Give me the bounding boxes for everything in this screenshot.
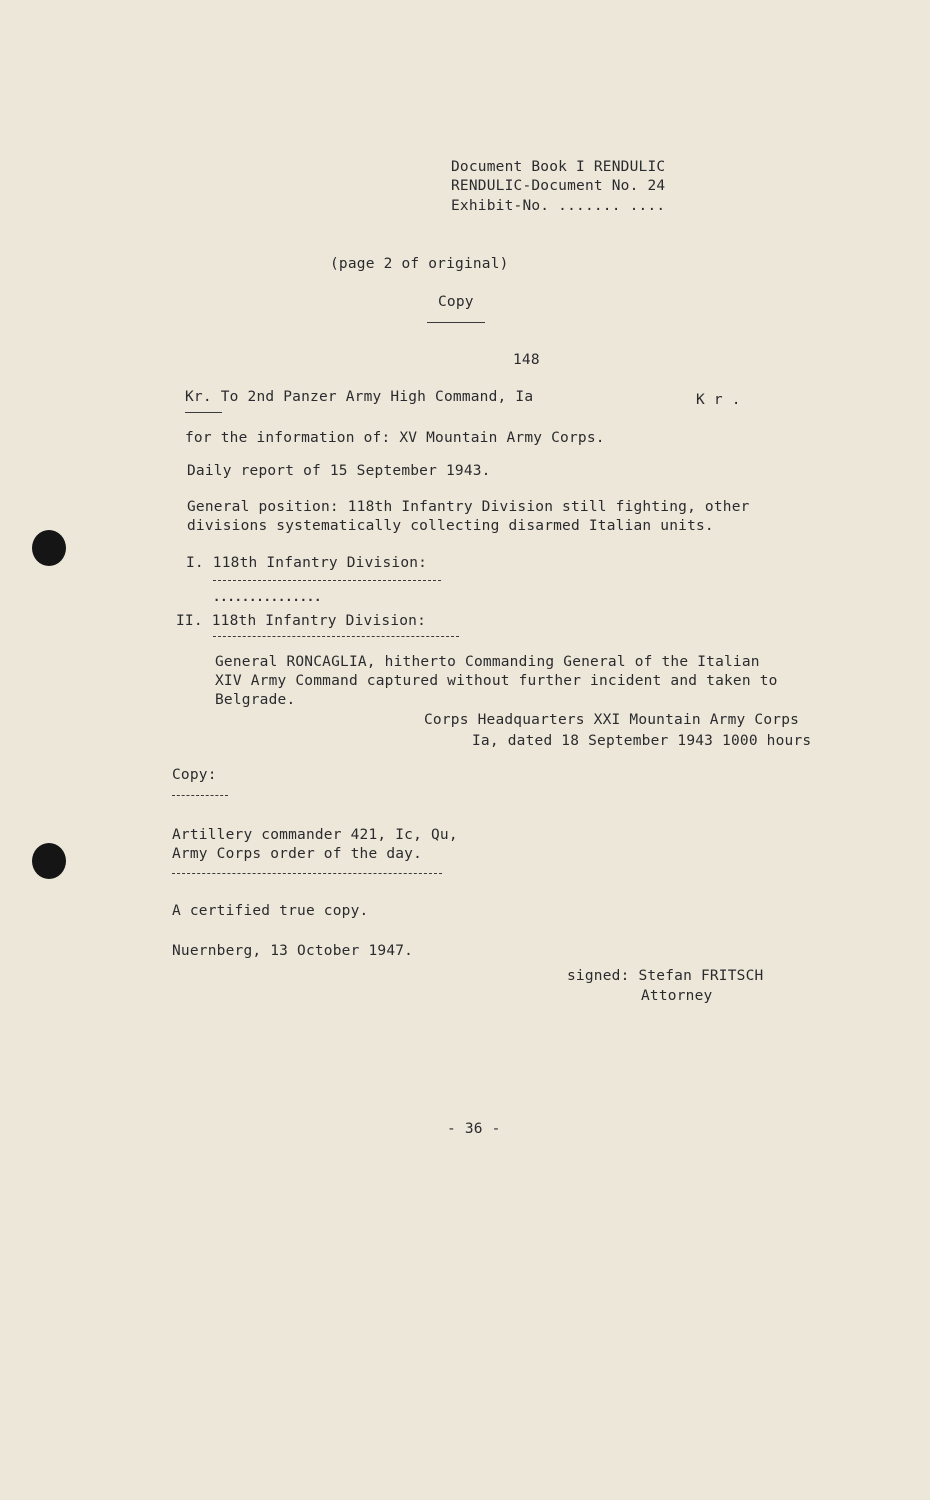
info-line: for the information of: XV Mountain Army Corps. [185, 430, 605, 446]
place-date: Nuernberg, 13 October 1947. [172, 943, 414, 959]
doc-number: 148 [513, 352, 540, 368]
copy-label: Copy: [172, 767, 217, 783]
omission-dots: ............... [213, 590, 322, 604]
general-position-1: General position: 118th Infantry Division still fighting, other [187, 499, 750, 515]
page-note: (page 2 of original) [330, 256, 509, 272]
artillery-line-2: Army Corps order of the day. [172, 846, 423, 862]
certified-copy: A certified true copy. [172, 903, 369, 919]
section-2-underline [213, 636, 459, 637]
general-position-2: divisions systematically collecting disarmed Italian units. [187, 518, 714, 534]
signature-line-1: signed: Stefan FRITSCH [567, 968, 764, 984]
section-1-heading: I. 118th Infantry Division: [186, 555, 428, 571]
kr-underline [185, 412, 222, 413]
header-line-2: RENDULIC-Document No. 24 [451, 178, 666, 194]
roncaglia-line-2: XIV Army Command captured without further incident and taken to [215, 673, 778, 689]
page-number: - 36 - [447, 1121, 501, 1137]
roncaglia-line-3: Belgrade. [215, 692, 296, 708]
distribution-underline [172, 873, 442, 874]
address-left: Kr. To 2nd Panzer Army High Command, Ia [185, 389, 534, 405]
header-line-3: Exhibit-No. ....... .... [451, 198, 666, 214]
punch-hole-bottom [32, 843, 66, 879]
address-right: K r . [696, 392, 741, 408]
copy-underline [427, 322, 485, 323]
corps-hq-line-1: Corps Headquarters XXI Mountain Army Corps [424, 712, 800, 728]
signature-line-2: Attorney [641, 988, 713, 1004]
section-1-underline [213, 580, 441, 581]
header-line-1: Document Book I RENDULIC [451, 159, 666, 175]
roncaglia-line-1: General RONCAGLIA, hitherto Commanding General of the Italian [215, 654, 760, 670]
punch-hole-top [32, 530, 66, 566]
copy-label-underline [172, 795, 228, 796]
corps-hq-line-2: Ia, dated 18 September 1943 1000 hours [472, 733, 812, 749]
copy-heading: Copy [438, 294, 474, 310]
report-line: Daily report of 15 September 1943. [187, 463, 491, 479]
section-2-heading: II. 118th Infantry Division: [176, 613, 427, 629]
artillery-line-1: Artillery commander 421, Ic, Qu, [172, 827, 458, 843]
